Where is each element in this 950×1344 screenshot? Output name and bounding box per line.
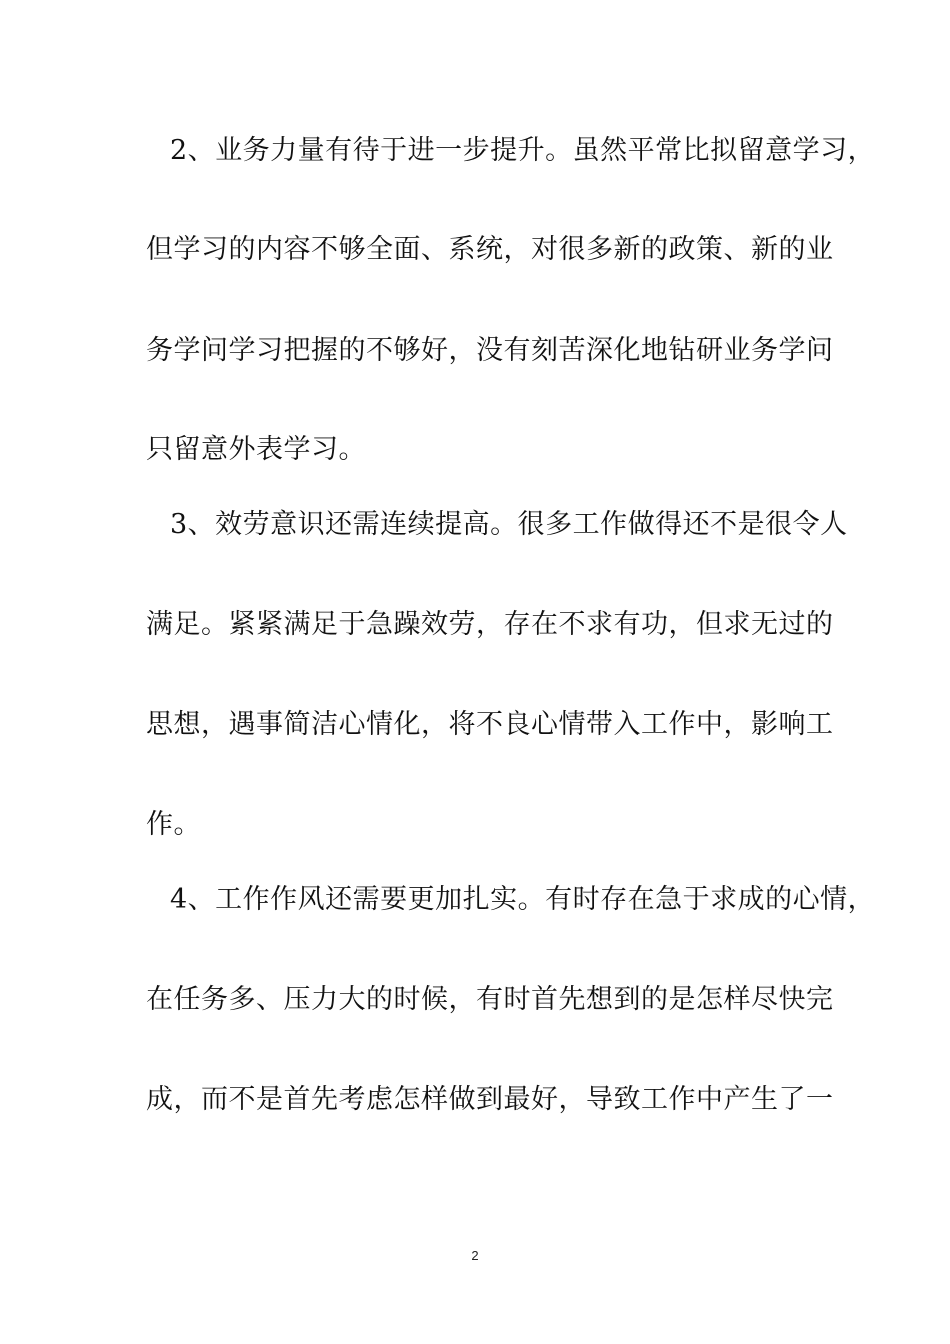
paragraph-3-line-1: 3、效劳意识还需连续提高。很多工作做得还不是很令人 [170, 509, 848, 540]
paragraph-4-line-1: 4、工作作风还需要更加扎实。有时存在急于求成的心情， [170, 884, 876, 915]
paragraph-4-line-3: 成，而不是首先考虑怎样做到最好，导致工作中产生了一 [146, 1084, 834, 1115]
page-number: 2 [471, 1248, 479, 1263]
paragraph-4-line-2: 在任务多、压力大的时候，有时首先想到的是怎样尽快完 [146, 984, 834, 1015]
paragraph-3-line-3: 思想，遇事简洁心情化，将不良心情带入工作中，影响工 [146, 709, 834, 740]
paragraph-2-line-2: 但学习的内容不够全面、系统，对很多新的政策、新的业 [146, 234, 834, 265]
paragraph-2-line-4: 只留意外表学习。 [146, 434, 366, 465]
paragraph-2-line-1: 2、业务力量有待于进一步提升。虽然平常比拟留意学习， [170, 135, 876, 166]
paragraph-3-line-4: 作。 [146, 809, 201, 840]
paragraph-2-line-3: 务学问学习把握的不够好，没有刻苦深化地钻研业务学问 [146, 335, 834, 366]
paragraph-3-line-2: 满足。紧紧满足于急躁效劳，存在不求有功，但求无过的 [146, 609, 834, 640]
